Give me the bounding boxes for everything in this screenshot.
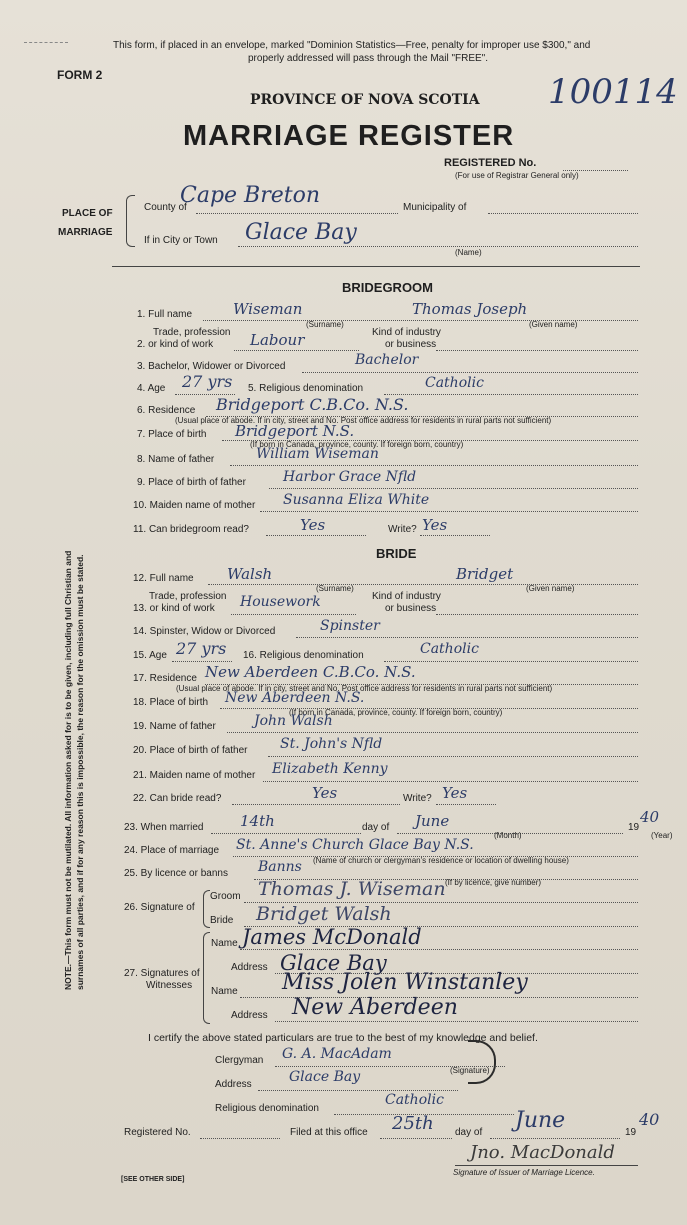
issuer-note: Signature of Issuer of Marriage Licence.	[453, 1168, 595, 1177]
marriage-place-note: (Name of church or clergyman's residence or location of dwelling house)	[313, 856, 569, 865]
signature-brace	[203, 890, 210, 928]
bride-industry-label-a: Kind of industry	[372, 591, 441, 602]
married-year-note: (Year)	[651, 831, 673, 840]
filed-day-of: day of	[455, 1127, 483, 1138]
city-name-note: (Name)	[455, 248, 482, 257]
bride-write-line	[436, 804, 496, 805]
witness1-address-label: Address	[231, 962, 268, 973]
groom-father-line	[230, 465, 638, 466]
side-note-line1: NOTE.—This form must not be mutilated. All information asked for is to be given, including full Christian and	[63, 550, 73, 990]
corner-marks	[24, 42, 68, 43]
municipality-label: Municipality of	[403, 202, 467, 213]
groom-full-name-label: 1. Full name	[137, 309, 193, 320]
issuer-sig-line	[455, 1165, 638, 1166]
filed-day-value: 25th	[392, 1113, 434, 1134]
groom-religion-value: Catholic	[425, 375, 484, 391]
bride-read-value: Yes	[312, 784, 338, 802]
groom-industry-line	[436, 350, 638, 351]
bride-surname: Walsh	[227, 565, 273, 583]
clergyman-label: Clergyman	[215, 1055, 264, 1066]
mail-notice-line2: properly addressed will pass through the Mail "FREE".	[248, 53, 488, 64]
city-label: If in City or Town	[144, 235, 218, 246]
groom-given-note: (Given name)	[529, 320, 578, 329]
groom-status-value: Bachelor	[355, 352, 419, 368]
witness2-address-line	[275, 1021, 638, 1022]
bride-write-value: Yes	[442, 784, 468, 802]
groom-mother-label: 10. Maiden name of mother	[133, 500, 256, 511]
bride-father-birth-value: St. John's Nfld	[280, 736, 383, 752]
witness1-name-line	[240, 949, 638, 950]
bride-father-value: John Walsh	[254, 713, 333, 729]
groom-trade-label-b: 2. or kind of work	[137, 339, 214, 350]
married-day-of: day of	[362, 822, 390, 833]
groom-given-name: Thomas Joseph	[412, 300, 528, 318]
groom-father-birth-value: Harbor Grace Nfld	[283, 469, 417, 485]
mail-notice-line1: This form, if placed in an envelope, marked "Dominion Statistics—Free, penalty for improper use $300," and	[113, 40, 591, 51]
groom-surname: Wiseman	[233, 300, 303, 318]
married-day-value: 14th	[240, 812, 275, 830]
filed-label: Filed at this office	[290, 1127, 368, 1138]
licence-value: Banns	[258, 859, 302, 875]
marriage-place-label: 24. Place of marriage	[124, 845, 220, 856]
bride-signature: Bridget Walsh	[256, 903, 392, 925]
province-heading: PROVINCE OF NOVA SCOTIA	[250, 92, 480, 108]
groom-birth-value: Bridgeport N.S.	[235, 422, 355, 440]
groom-write-value: Yes	[422, 516, 448, 534]
filed-year-prefix: 19	[625, 1127, 637, 1138]
bride-father-birth-label: 20. Place of birth of father	[133, 745, 248, 756]
bride-status-label: 14. Spinster, Widow or Divorced	[133, 626, 276, 637]
bride-trade-value: Housework	[240, 594, 321, 610]
certify-religion-value: Catholic	[385, 1092, 444, 1108]
see-other-side: [SEE OTHER SIDE]	[121, 1176, 185, 1183]
bride-trade-label-b: 13. or kind of work	[133, 603, 215, 614]
groom-religion-label: 5. Religious denomination	[248, 383, 364, 394]
married-year-prefix: 19	[628, 822, 640, 833]
witness1-name-label: Name	[211, 938, 238, 949]
certify-address-label: Address	[215, 1079, 252, 1090]
signature-flourish	[468, 1040, 496, 1084]
bride-given-name: Bridget	[456, 565, 514, 583]
bride-religion-label: 16. Religious denomination	[243, 650, 364, 661]
groom-age-value: 27 yrs	[182, 372, 233, 391]
groom-write-label: Write?	[388, 524, 417, 535]
bride-trade-line	[231, 614, 356, 615]
groom-trade-label-a: Trade, profession	[153, 327, 231, 338]
groom-religion-line	[384, 394, 638, 395]
bride-surname-note: (Surname)	[316, 584, 354, 593]
licence-note: (If by licence, give number)	[445, 878, 542, 887]
filed-day-line	[380, 1138, 452, 1139]
bride-read-line	[232, 804, 400, 805]
groom-signature: Thomas J. Wiseman	[258, 878, 446, 900]
groom-father-label: 8. Name of father	[137, 454, 215, 465]
bride-mother-value: Elizabeth Kenny	[272, 761, 388, 777]
bride-read-label: 22. Can bride read?	[133, 793, 222, 804]
groom-read-label: 11. Can bridegroom read?	[133, 524, 249, 535]
municipality-line	[488, 213, 638, 214]
place-brace	[126, 195, 135, 247]
city-value: Glace Bay	[245, 220, 357, 245]
bride-age-label: 15. Age	[133, 650, 167, 661]
married-year-value: 40	[640, 808, 660, 826]
filed-month-line	[490, 1138, 620, 1139]
bride-birth-label: 18. Place of birth	[133, 697, 209, 708]
bride-given-note: (Given name)	[526, 584, 575, 593]
section-divider	[112, 266, 640, 267]
groom-heading: BRIDEGROOM	[342, 280, 433, 295]
groom-write-line	[420, 535, 490, 536]
bride-birth-value: New Aberdeen N.S.	[225, 690, 365, 706]
city-line	[238, 246, 638, 247]
groom-age-label: 4. Age	[137, 383, 166, 394]
bride-religion-line	[384, 661, 638, 662]
groom-read-line	[266, 535, 366, 536]
groom-industry-label-b: or business	[385, 339, 437, 350]
bride-age-line	[172, 661, 232, 662]
groom-residence-note: (Usual place of abode. If in city, street and No. Post office address for residents in rural parts not sufficient)	[175, 416, 552, 425]
county-label: County of	[144, 202, 187, 213]
form-number: FORM 2	[57, 68, 103, 82]
bride-heading: BRIDE	[376, 546, 417, 561]
when-married-day-line	[211, 833, 361, 834]
bride-status-value: Spinster	[320, 618, 380, 634]
bride-industry-line	[436, 614, 638, 615]
place-label-1: PLACE OF	[62, 208, 113, 219]
certify-address-line	[258, 1090, 458, 1091]
groom-trade-value: Labour	[250, 331, 305, 349]
signature-note: (Signature)	[450, 1066, 490, 1075]
signature-of-label: 26. Signature of	[124, 902, 195, 913]
witness2-name: Miss Jolen Winstanley	[282, 970, 528, 995]
bride-birth-note: (If born in Canada, province, county. If foreign born, country)	[289, 708, 503, 717]
groom-sig-label: Groom	[210, 891, 241, 902]
bride-father-label: 19. Name of father	[133, 721, 216, 732]
witness2-address-label: Address	[231, 1010, 268, 1021]
county-value: Cape Breton	[180, 183, 321, 208]
groom-read-value: Yes	[300, 516, 326, 534]
groom-birth-note: (If born in Canada, province, county. If foreign born, country)	[250, 440, 464, 449]
bride-religion-value: Catholic	[420, 641, 479, 657]
registered-number-label: REGISTERED No.	[444, 157, 537, 169]
certify-religion-label: Religious denomination	[215, 1103, 319, 1114]
witness1-name: James McDonald	[242, 925, 422, 949]
registered-no-line	[200, 1138, 280, 1139]
certify-address-value: Glace Bay	[289, 1069, 361, 1085]
bride-trade-label-a: Trade, profession	[149, 591, 227, 602]
bride-residence-note: (Usual place of abode. If in city, street and No. Post office address for residents in rural parts not sufficient)	[176, 684, 553, 693]
bride-sig-label: Bride	[210, 915, 234, 926]
bride-mother-label: 21. Maiden name of mother	[133, 770, 256, 781]
county-line	[196, 213, 398, 214]
groom-status-label: 3. Bachelor, Widower or Divorced	[137, 361, 286, 372]
licence-label: 25. By licence or banns	[124, 868, 228, 879]
bride-industry-label-b: or business	[385, 603, 437, 614]
witnesses-label-a: 27. Signatures of	[124, 968, 200, 979]
issuer-signature: Jno. MacDonald	[470, 1142, 615, 1163]
bride-age-value: 27 yrs	[176, 639, 227, 658]
bride-father-line	[227, 732, 638, 733]
marriage-place-value: St. Anne's Church Glace Bay N.S.	[236, 837, 474, 853]
side-note-line2: surnames of all parties, and if for any reason this is impossible, the reason for the omission must be stated.	[75, 554, 85, 990]
bride-write-label: Write?	[403, 793, 432, 804]
groom-trade-line	[234, 350, 359, 351]
groom-residence-label: 6. Residence	[137, 405, 196, 416]
bride-residence-value: New Aberdeen C.B.Co. N.S.	[205, 663, 416, 681]
groom-birth-label: 7. Place of birth	[137, 429, 207, 440]
groom-surname-note: (Surname)	[306, 320, 344, 329]
groom-father-birth-label: 9. Place of birth of father	[137, 477, 246, 488]
clergyman-value: G. A. MacAdam	[282, 1046, 392, 1062]
when-married-label: 23. When married	[124, 822, 204, 833]
witnesses-brace	[203, 932, 210, 1024]
bride-status-line	[296, 637, 638, 638]
filed-year-value: 40	[639, 1110, 660, 1129]
registrar-note-text: For use of Registrar General only	[457, 171, 576, 180]
witness2-address: New Aberdeen	[292, 995, 458, 1020]
witness1-address: Glace Bay	[280, 951, 387, 975]
groom-mother-value: Susanna Eliza White	[283, 492, 430, 508]
groom-father-birth-line	[269, 488, 638, 489]
groom-status-line	[302, 372, 638, 373]
bride-full-name-label: 12. Full name	[133, 573, 194, 584]
bride-father-birth-line	[268, 756, 638, 757]
certify-statement: I certify the above stated particulars are true to the best of my knowledge and belief.	[148, 1032, 538, 1044]
witness2-name-label: Name	[211, 986, 238, 997]
bride-residence-label: 17. Residence	[133, 673, 197, 684]
filed-month-value: June	[515, 1108, 566, 1133]
groom-residence-value: Bridgeport C.B.Co. N.S.	[216, 395, 409, 414]
registration-number-handwritten: 100114	[548, 72, 678, 112]
registrar-note: (For use of Registrar General only)	[455, 171, 579, 180]
married-month-value: June	[415, 812, 450, 830]
groom-industry-label-a: Kind of industry	[372, 327, 441, 338]
bride-mother-line	[263, 781, 638, 782]
place-label-2: MARRIAGE	[58, 227, 113, 238]
witnesses-label-b: Witnesses	[146, 980, 193, 991]
form-title: MARRIAGE REGISTER	[183, 120, 515, 152]
side-note	[62, 450, 86, 990]
groom-mother-line	[260, 511, 638, 512]
married-month-note: (Month)	[494, 831, 522, 840]
registered-no-label: Registered No.	[124, 1127, 191, 1138]
groom-father-value: William Wiseman	[256, 446, 379, 462]
